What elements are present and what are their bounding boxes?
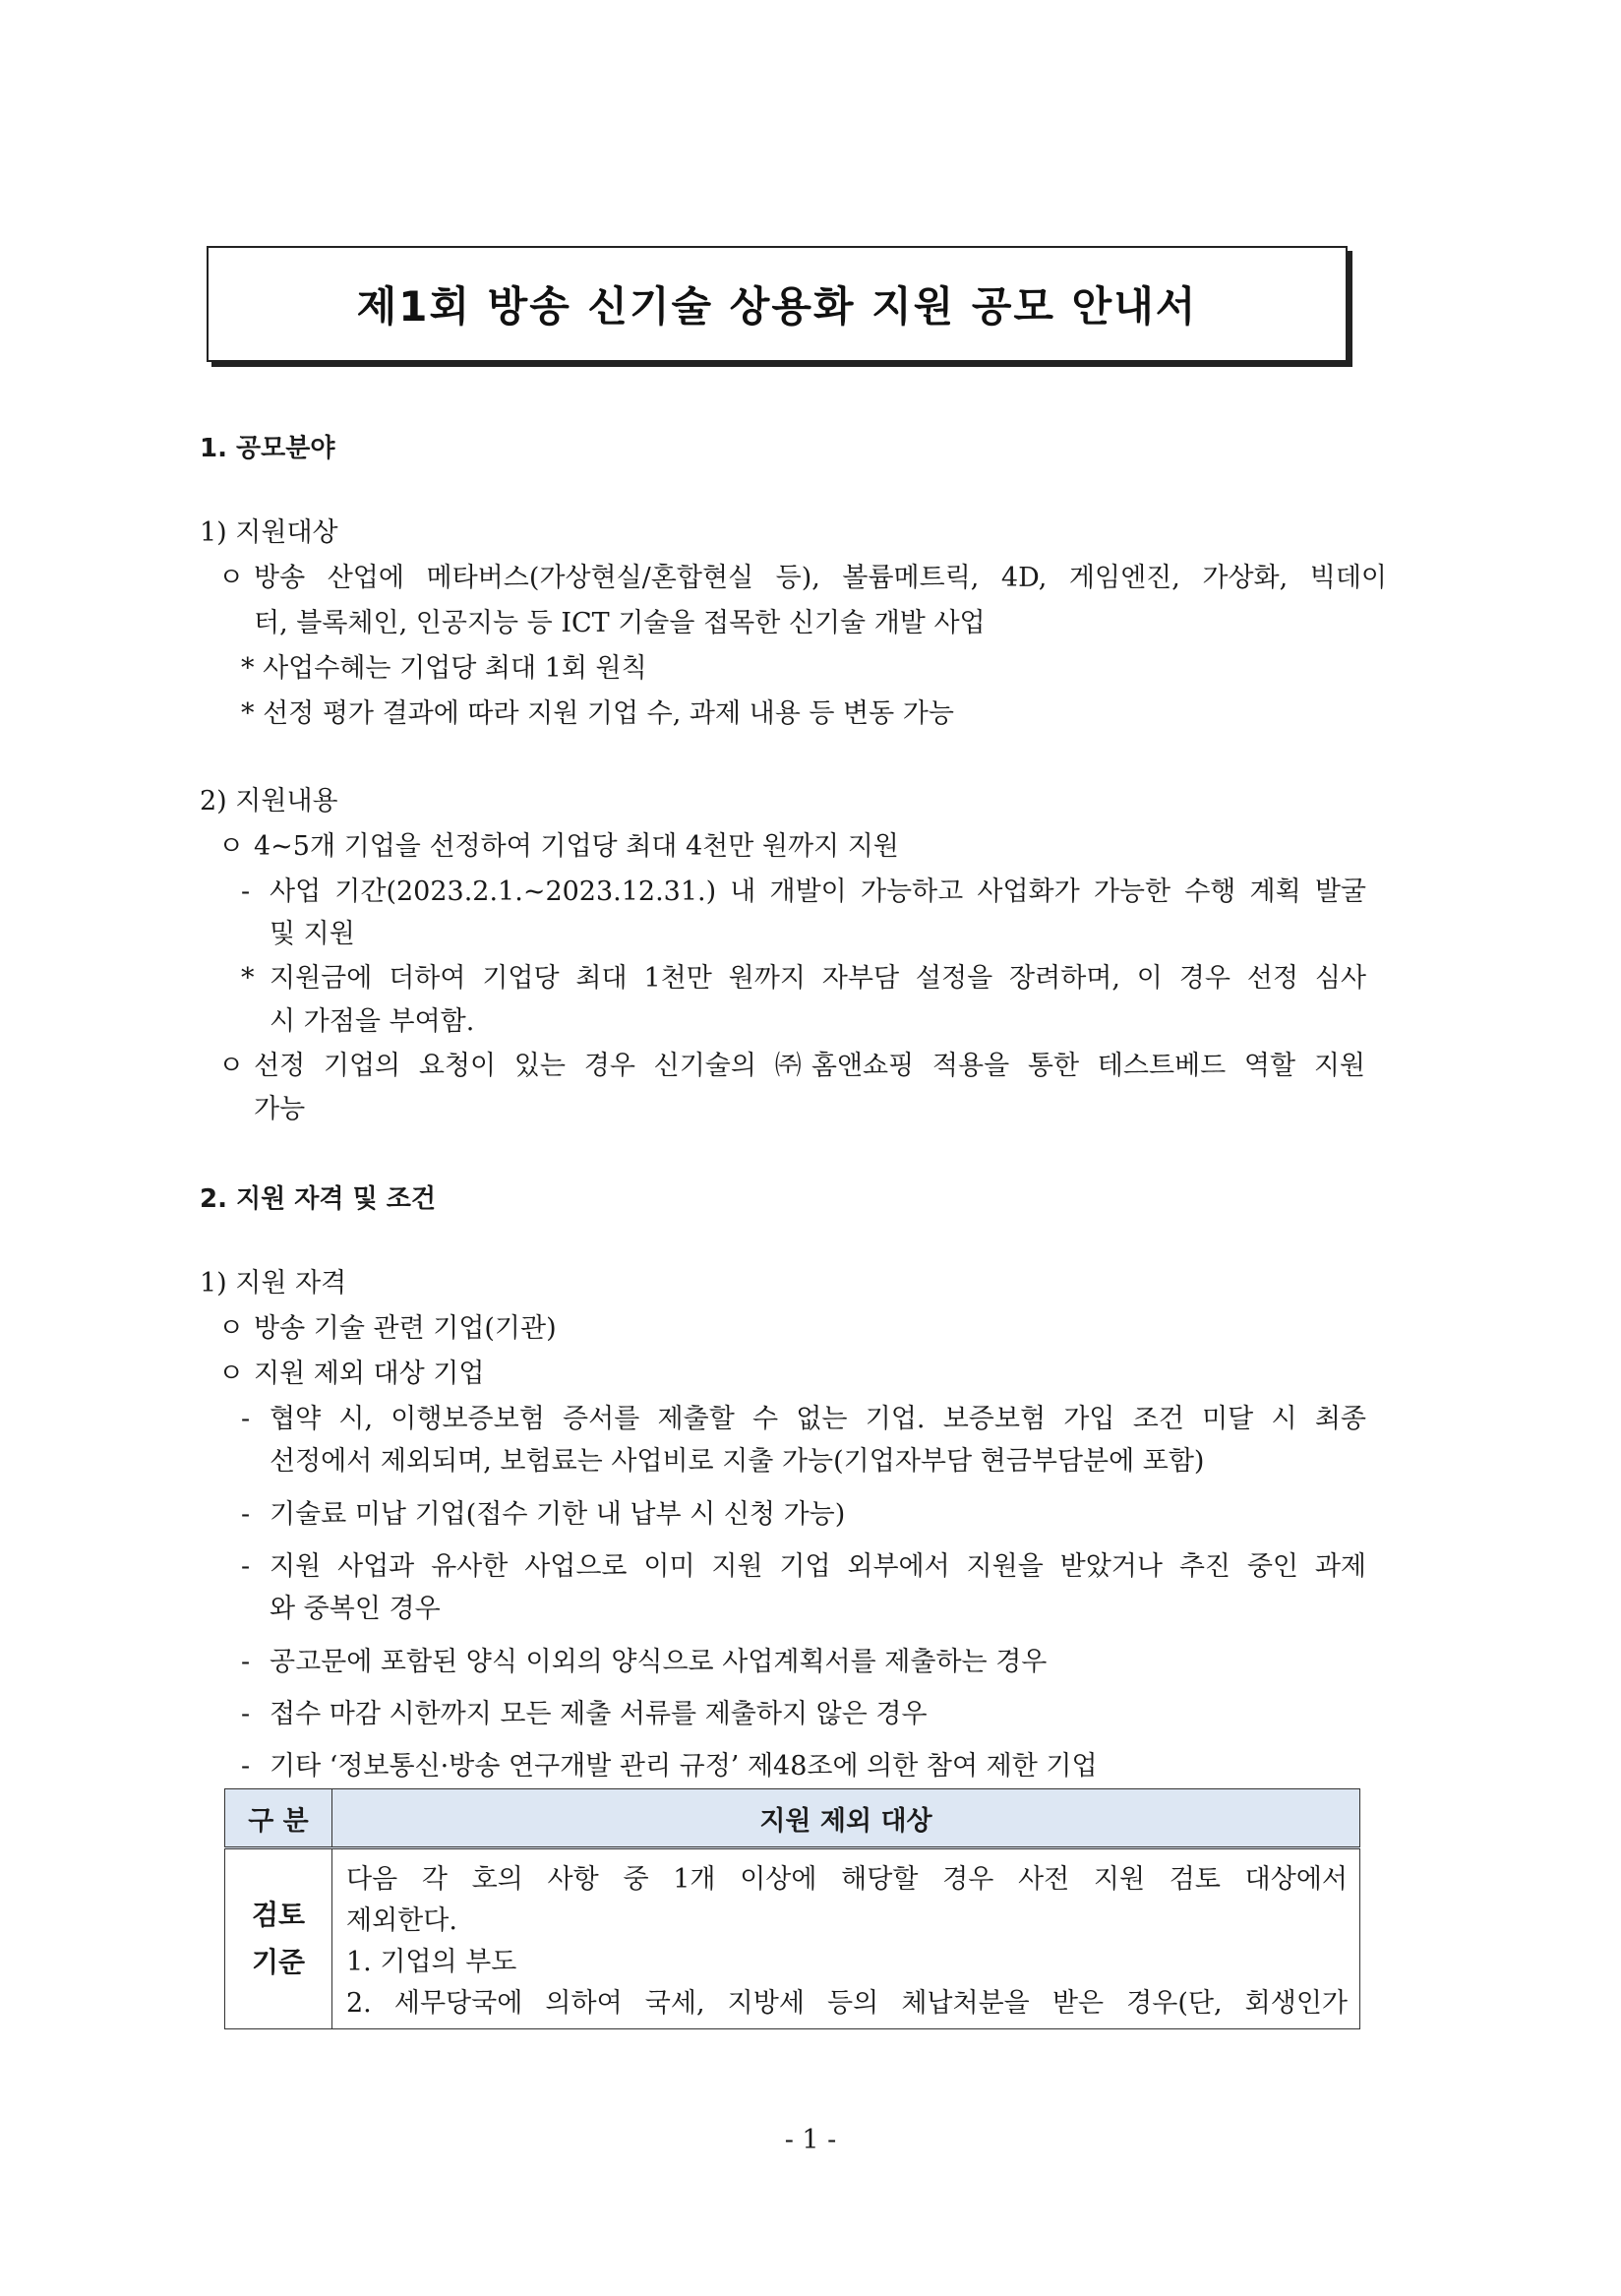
dash-mark: - <box>241 1647 251 1677</box>
exclusion-criteria-table <box>224 1788 1360 2029</box>
row-content-line-3: 1. 기업의 부도 <box>346 1947 517 1977</box>
exclusion-dash-6: 기타 ‘정보통신·방송 연구개발 관리 규정’ 제48조에 의한 참여 제한 기업 <box>270 1751 1098 1782</box>
section-2-heading: 2. 지원 자격 및 조건 <box>200 1184 436 1214</box>
row-content-line-2: 제외한다. <box>346 1905 457 1936</box>
section-2-sub-1-label: 1) 지원 자격 <box>200 1268 347 1299</box>
dash-mark: - <box>241 1699 251 1729</box>
bullet-mark: ㅇ <box>218 1359 245 1389</box>
table-row <box>225 1848 1360 2029</box>
exclusion-dash-5: 접수 마감 시한까지 모든 제출 서류를 제출하지 않은 경우 <box>270 1699 928 1729</box>
exclusion-dash-3-line-2: 와 중복인 경우 <box>270 1594 441 1624</box>
page-number: - 1 - <box>784 2125 837 2155</box>
row-label-line-1: 검토 <box>251 1899 306 1931</box>
exclusion-dash-1-line-1: 협약 시, 이행보증보험 증서를 제출할 수 없는 기업. 보증보험 가입 조건 미달 시 최종 <box>270 1404 1366 1434</box>
table-row-label <box>225 1848 332 2029</box>
document-title: 제1회 방송 신기술 상용화 지원 공모 안내서 <box>356 282 1198 331</box>
exclusion-dash-4: 공고문에 포함된 양식 이외의 양식으로 사업계획서를 제출하는 경우 <box>270 1647 1048 1677</box>
support-content-bullet-2-line-1: 선정 기업의 요청이 있는 경우 신기술의 ㈜홈앤쇼핑 적용을 통한 테스트베드 역할 지원 <box>254 1051 1365 1081</box>
exclusion-dash-2: 기술료 미납 기업(접수 기한 내 납부 시 신청 가능) <box>270 1499 846 1530</box>
support-content-star-1-line-2: 시 가점을 부여함. <box>270 1006 475 1037</box>
row-content-line-1: 다음 각 호의 사항 중 1개 이상에 해당할 경우 사전 지원 검토 대상에서 <box>346 1864 1348 1895</box>
support-target-note-2: * 선정 평가 결과에 따라 지원 기업 수, 과제 내용 등 변동 가능 <box>241 698 954 729</box>
bullet-mark: ㅇ <box>218 1313 245 1344</box>
support-content-bullet-2-line-2: 가능 <box>254 1094 306 1124</box>
support-content-dash-1-line-2: 및 지원 <box>270 919 355 949</box>
row-label-line-2: 기준 <box>251 1946 306 1978</box>
dash-mark: - <box>241 1551 251 1582</box>
support-content-dash-1-line-1: 사업 기간(2023.2.1.~2023.12.31.) 내 개발이 가능하고 사업화가 가능한 수행 계획 발굴 <box>270 876 1366 907</box>
section-1-sub-2-label: 2) 지원내용 <box>200 786 338 816</box>
support-target-line-2: 터, 블록체인, 인공지능 등 ICT 기술을 접목한 신기술 개발 사업 <box>254 608 986 638</box>
support-content-bullet-1: 4~5개 기업을 선정하여 기업당 최대 4천만 원까지 지원 <box>254 831 899 862</box>
dash-mark: - <box>241 1404 251 1434</box>
section-1-sub-1-label: 1) 지원대상 <box>200 517 338 548</box>
eligibility-bullet-1: 방송 기술 관련 기업(기관) <box>254 1313 557 1344</box>
eligibility-bullet-2: 지원 제외 대상 기업 <box>254 1359 485 1389</box>
dash-mark: - <box>241 1751 251 1782</box>
bullet-mark: ㅇ <box>218 831 245 862</box>
table-header-row <box>225 1789 1360 1848</box>
section-1-heading: 1. 공모분야 <box>200 434 335 463</box>
title-box <box>207 246 1348 362</box>
bullet-mark: ㅇ <box>218 1051 245 1081</box>
dash-mark: - <box>241 1499 251 1530</box>
dash-mark: - <box>241 876 251 907</box>
star-mark: * <box>241 963 255 994</box>
table-header-category: 구 분 <box>225 1789 332 1848</box>
exclusion-dash-1-line-2: 선정에서 제외되며, 보험료는 사업비로 지출 가능(기업자부담 현금부담분에 포함) <box>270 1446 1205 1477</box>
support-target-note-1: * 사업수혜는 기업당 최대 1회 원칙 <box>241 653 647 684</box>
table-header-exclusion-target: 지원 제외 대상 <box>332 1789 1360 1848</box>
table-row-content <box>332 1848 1360 2029</box>
bullet-mark: ㅇ <box>218 563 245 593</box>
row-content-line-4: 2. 세무당국에 의하여 국세, 지방세 등의 체납처분을 받은 경우(단, 회생인가 <box>346 1988 1348 2019</box>
exclusion-dash-3-line-1: 지원 사업과 유사한 사업으로 이미 지원 기업 외부에서 지원을 받았거나 추진 중인 과제 <box>270 1551 1366 1582</box>
support-content-star-1-line-1: 지원금에 더하여 기업당 최대 1천만 원까지 자부담 설정을 장려하며, 이 경우 선정 심사 <box>270 963 1366 994</box>
support-target-line-1: 방송 산업에 메타버스(가상현실/혼합현실 등), 볼륨메트릭, 4D, 게임엔진, 가상화, 빅데이 <box>254 563 1387 593</box>
